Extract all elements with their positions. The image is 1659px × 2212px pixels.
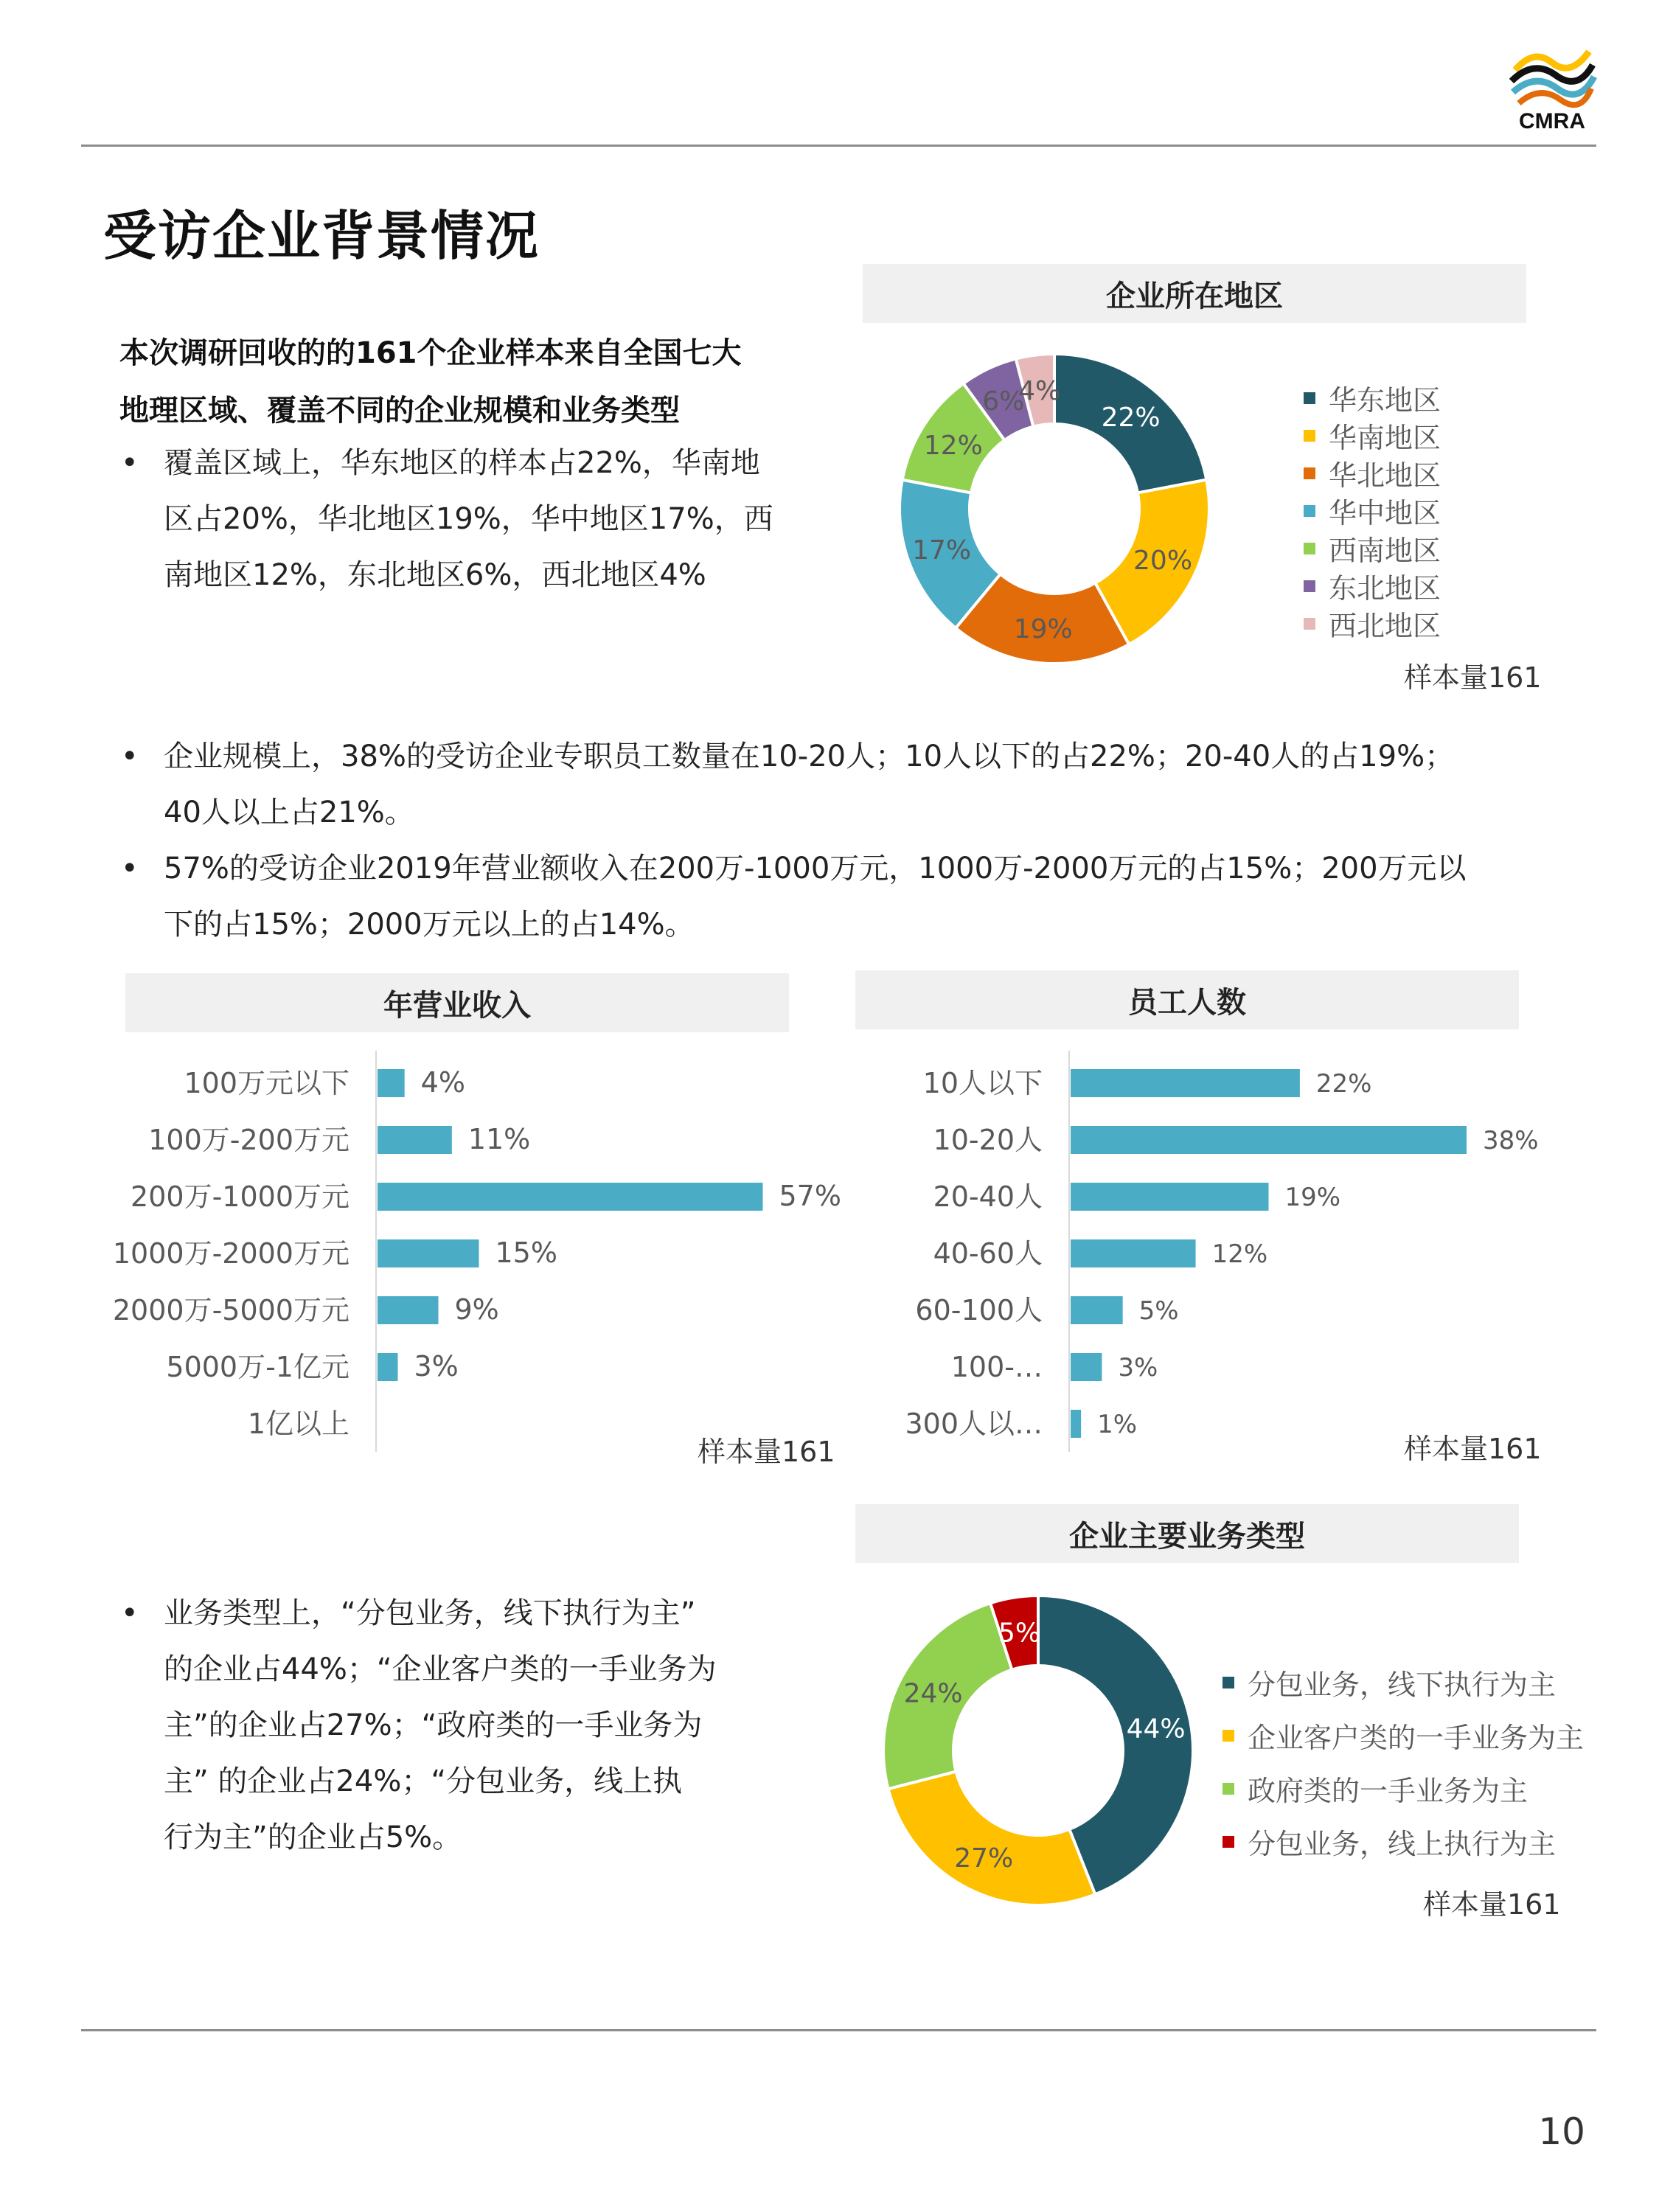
bar-category-label: 100万-200万元 [148, 1124, 349, 1156]
legend-label: 企业客户类的一手业务为主 [1248, 1722, 1585, 1754]
legend-label: 东北地区 [1329, 572, 1441, 605]
legend-label: 华中地区 [1329, 497, 1441, 529]
slice-label: 22% [1101, 402, 1161, 433]
bullet-line: 主”的企业占27%；“政府类的一手业务为 [164, 1708, 703, 1742]
bullet-line: 业务类型上，“分包业务，线下执行为主” [164, 1596, 696, 1630]
bullet-dot: • [121, 852, 139, 886]
bullet-region [121, 435, 813, 603]
slice-label: 17% [912, 535, 972, 566]
legend-item [1304, 453, 1441, 493]
bullet-line: 企业规模上，38%的受访企业专职员工数量在10-20人；10人以下的占22%；20-40人的占19%； [164, 740, 1455, 773]
legend-item [1304, 490, 1441, 531]
bar [1071, 1296, 1123, 1324]
legend-item [1222, 1715, 1584, 1756]
region-donut-chart [892, 347, 1231, 671]
bar-value-label: 3% [414, 1350, 459, 1382]
bullet-line: 区占20%，华北地区19%，华中地区17%，西 [164, 502, 773, 536]
slice-label: 20% [1133, 546, 1193, 577]
legend-swatch [1304, 430, 1315, 442]
legend-label: 分包业务，线上执行为主 [1248, 1828, 1557, 1860]
bar [378, 1069, 405, 1097]
slice-label: 44% [1126, 1714, 1186, 1745]
legend-swatch [1304, 505, 1315, 517]
legend-label: 西南地区 [1329, 535, 1441, 567]
bar-category-label: 60-100人 [915, 1294, 1043, 1326]
legend-label: 华北地区 [1329, 459, 1441, 492]
bar-value-label: 15% [495, 1237, 557, 1269]
bar [378, 1183, 763, 1211]
business-chart-title: 企业主要业务类型 [855, 1504, 1519, 1563]
bar [1071, 1069, 1300, 1097]
donut-slice [888, 1772, 1096, 1905]
staff-bar-chart [855, 1047, 1622, 1460]
bar-category-label: 1亿以上 [247, 1408, 349, 1440]
bullet-line: 覆盖区域上，华东地区的样本占22%，华南地 [164, 446, 760, 480]
bullet-line: 行为主”的企业占5%。 [164, 1820, 462, 1854]
legend-label: 分包业务，线下执行为主 [1248, 1669, 1557, 1701]
bar-category-label: 200万-1000万元 [131, 1180, 349, 1213]
bar-value-label: 5% [1138, 1296, 1179, 1326]
bar-category-label: 40-60人 [933, 1237, 1043, 1270]
revenue-bar-chart [111, 1047, 877, 1460]
bar [1071, 1239, 1196, 1267]
bullet-line: 主” 的企业占24%；“分包业务，线上执 [164, 1764, 683, 1798]
bullet-line: 57%的受访企业2019年营业额收入在200万-1000万元，1000万-2000万元的占15%；200万元以 [164, 852, 1467, 886]
bottom-divider [81, 2029, 1596, 2031]
bar-value-label: 9% [454, 1293, 499, 1326]
bar-value-label: 19% [1284, 1183, 1341, 1212]
slice-label: 12% [923, 430, 983, 461]
bullet-line: 南地区12%，东北地区6%，西北地区4% [164, 558, 706, 592]
region-chart-title: 企业所在地区 [863, 264, 1526, 323]
bar-category-label: 2000万-5000万元 [112, 1294, 349, 1326]
bar-category-label: 20-40人 [933, 1180, 1043, 1213]
legend-label: 西北地区 [1329, 610, 1441, 642]
bullet-dot: • [121, 740, 139, 773]
bullet-dot: • [121, 1596, 139, 1630]
bar [1071, 1353, 1102, 1381]
legend-item [1304, 566, 1441, 606]
slice-label: 24% [903, 1678, 963, 1709]
revenue-chart-title: 年营业收入 [125, 973, 789, 1032]
page-number: 10 [1538, 2110, 1585, 2153]
bar-value-label: 12% [1211, 1239, 1268, 1269]
legend-item [1304, 528, 1441, 568]
bar-value-label: 38% [1483, 1126, 1539, 1155]
legend-swatch [1222, 1783, 1234, 1795]
staff-chart-title: 员工人数 [855, 970, 1519, 1029]
bar [1071, 1126, 1467, 1154]
bar [378, 1296, 439, 1324]
slice-label: 19% [1013, 613, 1073, 644]
bar-category-label: 5000万-1亿元 [166, 1351, 349, 1383]
legend-swatch [1304, 467, 1315, 479]
bullet-line: 的企业占44%；“企业客户类的一手业务为 [164, 1652, 717, 1686]
bar [378, 1239, 479, 1267]
slice-label: 6% [982, 386, 1025, 417]
legend-swatch [1304, 392, 1315, 404]
bar-category-label: 100万元以下 [184, 1067, 349, 1099]
bar-value-label: 1% [1097, 1410, 1138, 1439]
logo-text: CMRA [1519, 109, 1585, 133]
business-donut-chart [870, 1585, 1209, 1910]
intro-line: 地理区域、覆盖不同的企业规模和业务类型 [119, 394, 680, 428]
legend-item [1304, 603, 1441, 644]
legend-item [1222, 1768, 1528, 1809]
legend-swatch [1222, 1836, 1234, 1848]
bar-value-label: 3% [1118, 1353, 1158, 1382]
bar [1071, 1183, 1269, 1211]
legend-swatch [1304, 618, 1315, 630]
bar [1071, 1410, 1081, 1438]
intro-text [119, 324, 798, 439]
legend-swatch [1222, 1677, 1234, 1688]
intro-line: 本次调研回收的的161个企业样本来自全国七大 [119, 336, 742, 370]
slice-label: 5% [998, 1618, 1041, 1649]
bar [378, 1126, 452, 1154]
legend-swatch [1304, 580, 1315, 592]
bar-value-label: 4% [420, 1066, 465, 1099]
bar-category-label: 100-… [950, 1351, 1043, 1383]
slice-label: 27% [954, 1843, 1014, 1874]
legend-label: 华南地区 [1329, 422, 1441, 454]
staff-sample-size: 样本量161 [1404, 1433, 1542, 1465]
legend-swatch [1222, 1730, 1234, 1742]
legend-label: 政府类的一手业务为主 [1248, 1775, 1528, 1807]
legend-item [1304, 415, 1441, 456]
legend-item [1304, 378, 1441, 418]
revenue-sample-size: 样本量161 [698, 1436, 835, 1468]
bar-value-label: 11% [467, 1123, 531, 1155]
bar-category-label: 10人以下 [922, 1067, 1043, 1099]
bullet-business [121, 1585, 813, 1865]
legend-swatch [1304, 543, 1315, 554]
bullet-scale [121, 728, 1565, 841]
legend-label: 华东地区 [1329, 384, 1441, 417]
bullet-line: 40人以上占21%。 [164, 796, 414, 830]
bar [378, 1353, 398, 1381]
bullet-dot: • [121, 446, 139, 480]
bar-value-label: 57% [779, 1180, 841, 1212]
region-sample-size: 样本量161 [1404, 661, 1542, 694]
bullet-revenue [121, 841, 1565, 953]
bar-category-label: 1000万-2000万元 [112, 1237, 349, 1270]
bullet-line: 下的占15%；2000万元以上的占14%。 [164, 908, 695, 942]
page-title: 受访企业背景情况 [103, 205, 540, 267]
top-divider [81, 145, 1596, 147]
bar-value-label: 22% [1315, 1069, 1372, 1099]
legend-item [1222, 1821, 1556, 1862]
bar-category-label: 10-20人 [933, 1124, 1043, 1156]
business-sample-size: 样本量161 [1423, 1888, 1561, 1921]
legend-item [1222, 1662, 1556, 1703]
slice-label: 4% [1018, 375, 1061, 406]
bar-category-label: 300人以… [905, 1408, 1043, 1440]
